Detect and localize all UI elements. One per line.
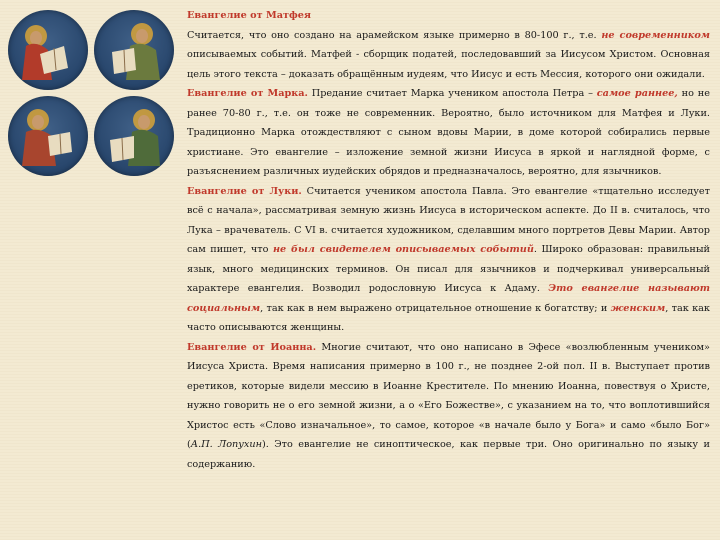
mark-emphasis: самое раннее, — [596, 88, 678, 99]
luke-emphasis-3: женским — [610, 302, 666, 314]
luke-emphasis-2: Это евангелие называют социальным — [187, 283, 710, 314]
luke-text-4: , так как часто описываются женщины. — [187, 302, 710, 333]
matthew-paragraph — [187, 6, 710, 84]
evangelist-icon-matthew — [8, 10, 88, 90]
john-title: Евангелие от Иоанна. — [187, 341, 317, 353]
matthew-title: Евангелие от Матфея — [187, 10, 312, 21]
evangelist-icons — [8, 10, 176, 178]
john-author: А.П. Лопухин — [190, 439, 262, 450]
john-text-2: ). Это евангелие не синоптическое, как первые три. Оно оригинально по языку и содержанию. — [187, 439, 710, 470]
evangelist-icon-luke — [8, 96, 88, 176]
luke-emphasis-1: не был свидетелем описываемых событий — [272, 244, 534, 255]
luke-text-3: , так как в нем выражено отрицательное отношение к богатству; и — [260, 302, 608, 314]
mark-title: Евангелие от Марка. — [187, 88, 308, 99]
matthew-text-1: Считается, что оно создано на арамейском языке примерно в 80-100 г., т.е. — [187, 29, 597, 41]
gospels-text — [187, 6, 710, 474]
evangelist-icon-john — [94, 96, 174, 176]
evangelist-icon-mark — [94, 10, 174, 90]
luke-text-1: Считается учеником апостола Павла. Это евангелие «тщательно исследует всё с начала», рассматривая земную жизнь Иисуса в историческом аспекте. До II в. считалось, что Лука – врачеватель. С VI в. считается художником, сделавшим много портретов Девы Марии. Автор сам пишет, что — [187, 185, 710, 255]
luke-text-2: . Широко образован: правильный язык, много медицинских терминов. Он писал для язычников и подчеркивал универсальный характере евангелия. Возводил родословную Иисуса к Адаму. — [187, 244, 710, 294]
luke-title: Евангелие от Луки. — [187, 185, 302, 197]
mark-text-2: но не ранее 70-80 г., т.е. он тоже не современник. Вероятно, было источником для Матфея и Луки. Традиционно Марка отождествляют с сыном вдовы Марии, в доме которой собирались первые христиане. Это евангелие – изложение земной жизни Иисуса в яркой и наглядной форме, с разъяснением различных иудейских обрядов и предназначалось, вероятно, для язычников. — [187, 88, 710, 177]
mark-text-1: Предание считает Марка учеником апостола Петра – — [311, 88, 593, 99]
matthew-text-2: описываемых событий. Матфей - сборщик податей, последовавший за Иисусом Христом. Основная цель этого текста – доказать обращённым иудеям, что Иисус и есть Мессия, которого они ожидали. — [187, 49, 710, 80]
matthew-emphasis: не современником — [601, 29, 710, 41]
john-text-1: Многие считают, что оно написано в Эфесе «возлюбленным учеником» Иисуса Христа. Время написания примерно в 100 г., не позднее 2-ой пол. II в. Выступает против еретиков, которые видели мессию в Иоанне Крестителе. По мнению Иоанна, повествуя о Христе, нужно говорить не о его земной жизни, а о «Его Божестве», с указанием на то, что воплотившийся Христос есть «Слово изначальное», то самое, которое «в начале было у Бога» и само «было Бог» ( — [187, 341, 710, 450]
mark-paragraph — [187, 84, 710, 182]
luke-paragraph — [187, 182, 710, 338]
john-paragraph — [187, 338, 710, 475]
